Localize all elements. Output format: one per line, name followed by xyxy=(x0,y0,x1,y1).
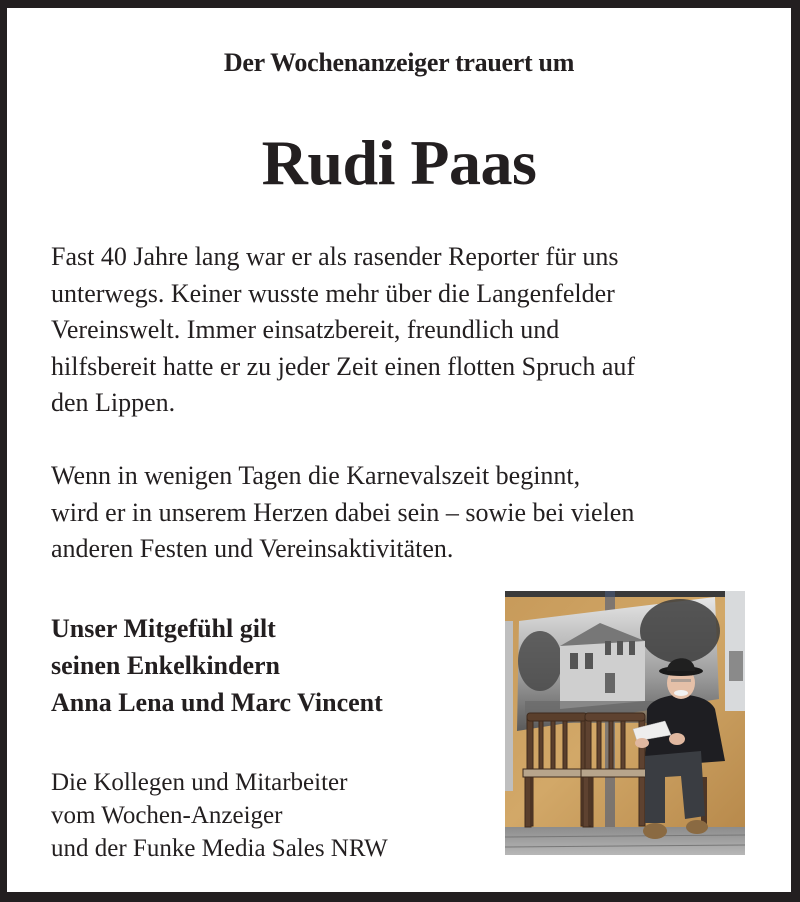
text-line: vom Wochen-Anzeiger xyxy=(51,802,283,829)
intro-heading: Der Wochenanzeiger trauert um xyxy=(223,48,575,77)
text-line: unterwegs. Keiner wusste mehr über die Langenfelder xyxy=(51,278,615,308)
condolence-message xyxy=(51,610,491,721)
text-line: hilfsbereit hatte er zu jeder Zeit einen flotten Spruch auf xyxy=(51,351,636,381)
text-line: Fast 40 Jahre lang war er als rasender Reporter für uns xyxy=(51,242,619,271)
portrait-photo xyxy=(505,591,745,855)
tribute-paragraph-2 xyxy=(51,458,751,568)
deceased-name: Rudi Paas xyxy=(261,127,537,198)
signature-block xyxy=(51,766,491,865)
text-line: anderen Festen und Vereinsaktivitäten. xyxy=(51,534,454,563)
text-line: Vereinswelt. Immer einsatzbereit, freundlich und xyxy=(51,315,560,344)
text-line: Anna Lena und Marc Vincent xyxy=(51,688,383,717)
text-line: wird er in unserem Herzen dabei sein – sowie bei vielen xyxy=(51,497,635,527)
text-line: und der Funke Media Sales NRW xyxy=(51,835,388,862)
text-line: Unser Mitgefühl gilt xyxy=(51,614,276,643)
text-line: den Lippen. xyxy=(51,388,176,417)
text-line: Die Kollegen und Mitarbeiter xyxy=(51,769,348,796)
text-line: seinen Enkelkindern xyxy=(51,651,281,680)
text-line: Wenn in wenigen Tagen die Karnevalszeit beginnt, xyxy=(51,461,581,490)
tribute-paragraph-1 xyxy=(51,239,751,422)
obituary-notice xyxy=(7,8,791,892)
